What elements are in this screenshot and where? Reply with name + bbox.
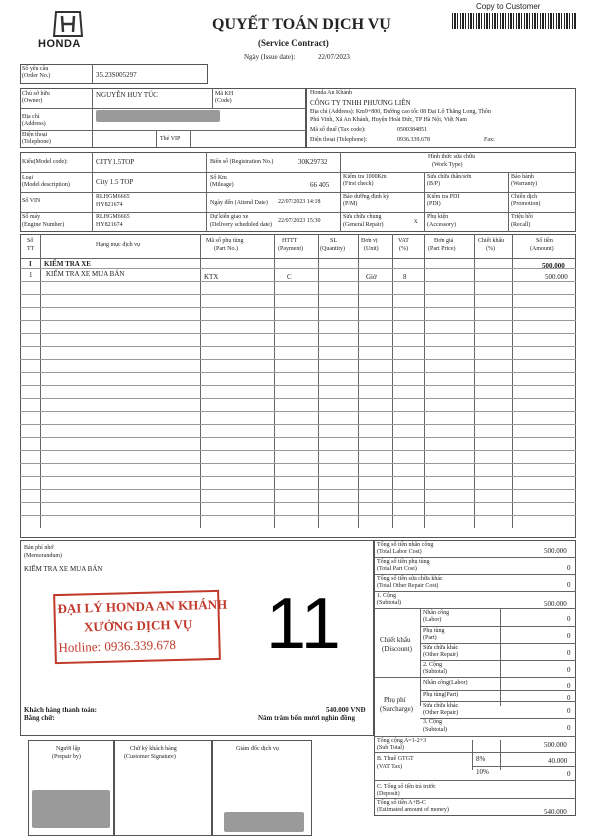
dealer-stamp [53, 590, 228, 664]
row-vat: 8 [403, 273, 407, 281]
dealer-tax-value: 0500384851 [397, 127, 427, 133]
row-amount: 500.000 [545, 273, 568, 281]
memo-label: Bản phí nhớ [24, 545, 54, 551]
items-table [20, 234, 576, 538]
delivery-date-label-en: (Delivery scheduled date) [210, 222, 272, 228]
model-code-label: Kiểu(Model code): [22, 159, 68, 165]
col-discount: Chiết khấu [478, 238, 505, 244]
customer-code-label-en: (Code) [215, 98, 232, 104]
work-type-checked-mark: x [414, 217, 418, 225]
sum-label: Tổng cộng A=1-2+3 [377, 738, 427, 744]
copy-label: Copy to Customer [476, 2, 541, 11]
sum-value: 500.000 [544, 741, 567, 749]
dealer-address-1: Địa chỉ (Address): Km9+800, Đường cao tốc 08 Đại Lộ Thăng Long, Thôn [310, 109, 491, 115]
subtotal-2-label: 2. Cộng [423, 662, 443, 668]
payment-words: Năm trăm bốn mươi nghìn đồng [258, 714, 355, 722]
work-type-promotion: Chiến dịch [511, 194, 538, 200]
group-name: KIỂM TRA XE [44, 260, 91, 268]
redacted-code [96, 110, 220, 122]
discount-labor-label: Nhân công [423, 610, 450, 616]
total-labor-value: 500.000 [544, 547, 567, 555]
dealer-phone-value: 0936.339.678 [397, 137, 430, 143]
order-label-en: (Order No.) [22, 73, 51, 79]
surcharge-label: Phụ phí [384, 696, 406, 704]
group-amount: 500.000 [542, 262, 565, 270]
engine-line-1: RLHGM6665 [96, 214, 130, 220]
attend-date-value: 22/07/2023 14:18 [278, 199, 321, 205]
registration-value: 30K29732 [298, 158, 328, 166]
delivery-date-value: 22/07/2023 15:30 [278, 218, 321, 224]
model-desc-label: Loại [22, 175, 33, 181]
document-title: QUYẾT TOÁN DỊCH VỤ [212, 16, 391, 33]
total-part-value: 0 [567, 564, 571, 572]
redacted-signature-2 [224, 812, 304, 832]
discount-part-label: Phụ tùng [423, 628, 445, 634]
discount-label: Chiết khấu [380, 636, 411, 644]
col-service-item: Hạng mục dịch vụ [96, 242, 141, 248]
redacted-signature-1 [32, 790, 110, 828]
work-type-bp: Sửa chữa thân/sơn [427, 174, 472, 180]
vat-label: B. Thuế GTGT [377, 756, 414, 762]
work-type-pm: Bảo dưỡng định kỳ [343, 194, 390, 200]
payment-value: 540.000 VNĐ [326, 706, 366, 714]
customer-code-label: Mã KH [215, 91, 234, 97]
model-desc-label-en: (Model description) [22, 182, 70, 188]
mileage-label: Số Km [210, 175, 227, 181]
dealer-tax-label: Mã số thuế (Tax code): [310, 127, 366, 133]
work-type-recall: Triệu hồi [511, 214, 533, 220]
signature-director-label: Giám đốc dịch vụ [236, 746, 279, 752]
row-no: 1 [29, 271, 33, 279]
issue-date-label: Ngày (Issue date): [244, 53, 296, 61]
total-other-label: Tổng số tiền sửa chữa khác [377, 576, 443, 582]
surcharge-part-value: 0 [567, 694, 571, 702]
col-payment: HTTT [282, 238, 298, 244]
barcode [452, 13, 576, 29]
vin-line-2: HY821674 [96, 202, 123, 208]
total-part-label: Tổng số tiền phụ tùng [377, 559, 430, 565]
total-labor-label: Tổng số tiền nhân công [377, 542, 434, 548]
subtotal-3-value: 0 [567, 724, 571, 732]
engine-line-2: HY821674 [96, 222, 123, 228]
row-unit: Giờ [366, 273, 377, 281]
engine-label: Số máy [22, 214, 41, 220]
subtotal-1-value: 500.000 [544, 600, 567, 608]
surcharge-labor-value: 0 [567, 682, 571, 690]
signature-prepared-label: Người lập [56, 746, 81, 752]
col-no: Số [27, 238, 34, 244]
payment-words-label: Bằng chữ: [24, 714, 55, 722]
discount-labor-value: 0 [567, 615, 571, 623]
work-type-header-en: (Work Type) [432, 162, 463, 168]
telephone-label: Điện thoại [22, 132, 48, 138]
surcharge-labor-label: Nhân công(Labor) [423, 680, 468, 686]
order-number: 35.23S005297 [96, 71, 137, 79]
model-desc: City 1.5 TOP [96, 178, 134, 186]
col-amount: Số tiền [536, 238, 553, 244]
owner-label: Chủ sở hữu [22, 91, 50, 97]
subtotal-2-value: 0 [567, 666, 571, 674]
row-payment: C [287, 273, 292, 281]
order-label: Số yêu cầu [22, 66, 49, 72]
dealer-fax-label: Fax: [484, 137, 495, 143]
surcharge-other-value: 0 [567, 707, 571, 715]
work-type-pdi: Kiểm tra PDI [427, 194, 460, 200]
work-type-warranty: Bảo hành [511, 174, 534, 180]
stamp-line-3: Hotline: 0936.339.678 [58, 636, 177, 656]
row-service: KIỂM TRA XE MUA BÁN [46, 270, 125, 278]
honda-logo [36, 10, 100, 50]
vin-line-1: RLHGM6665 [96, 194, 130, 200]
col-vat: VAT [398, 238, 409, 244]
subtotal-1-label: 1. Cộng [377, 593, 397, 599]
discount-other-value: 0 [567, 649, 571, 657]
work-type-accessory: Phụ kiện [427, 214, 449, 220]
dealer-name: Honda An Khánh [310, 90, 352, 96]
dealer-address-2: Phú Vinh, Xã An Khánh, Huyện Hoài Đức, TP Hà Nội, Việt Nam [310, 117, 467, 123]
deposit-label: C. Tổng số tiền trả trước [377, 784, 436, 790]
owner-name: NGUYỄN HUY TÚC [96, 91, 158, 99]
group-no: I [29, 260, 32, 268]
issue-date: 22/07/2023 [318, 53, 350, 61]
surcharge-part-label: Phụ tùng(Part) [423, 692, 459, 698]
total-other-value: 0 [567, 581, 571, 589]
work-type-general-repair: Sửa chữa chung [343, 214, 382, 220]
owner-label-en: (Owner) [22, 98, 43, 104]
col-part-no: Mã số phụ tùng [206, 238, 244, 244]
work-type-header: Hình thức sửa chữa [428, 154, 475, 160]
engine-label-en: (Engine Number) [22, 222, 65, 228]
col-unit: Đơn vị [361, 238, 378, 244]
dealer-phone-label: Điện thoại (Telephone): [310, 137, 368, 143]
memo-text: KIỂM TRA XE MUA BÁN [24, 565, 103, 573]
work-type-first-check: Kiểm tra 1000Km [343, 174, 387, 180]
signature-customer-label: Chữ ký khách hàng [130, 746, 177, 752]
document-subtitle: (Service Contract) [258, 38, 329, 48]
big-number: 11 [266, 584, 341, 664]
attend-date-label: Ngày đến (Attend Date) [210, 200, 268, 206]
registration-label: Biển số (Registration No.) [210, 159, 274, 165]
address-label-en: (Address) [22, 121, 46, 127]
stamp-line-1: ĐẠI LÝ HONDA AN KHÁNH [57, 596, 228, 617]
vin-label: Số VIN [22, 198, 41, 204]
mileage-value: 66 405 [310, 181, 330, 189]
vip-label: Thẻ VIP [160, 136, 181, 142]
surcharge-other-label: Sửa chữa khác [423, 703, 459, 709]
mileage-label-en: (Mileage) [210, 182, 234, 188]
telephone-label-en: (Telephone) [22, 139, 51, 145]
logo-text: HONDA [38, 38, 81, 50]
delivery-date-label: Dự kiến giao xe [210, 214, 249, 220]
grand-total-value: 540.000 [544, 808, 567, 816]
row-part: KTX [204, 273, 219, 281]
col-part-price: Đơn giá [434, 238, 454, 244]
payment-label: Khách hàng thanh toán: [24, 706, 97, 714]
dealer-company: CÔNG TY TNHH PHƯƠNG LIÊN [310, 99, 411, 107]
stamp-line-2: XƯỞNG DỊCH VỤ [83, 616, 193, 635]
vat-rate-1: 8% [476, 755, 486, 763]
memo-label-en: (Memorandum) [24, 553, 62, 559]
vat-value-2: 0 [567, 770, 571, 778]
vat-value-1: 40.000 [548, 757, 568, 765]
discount-other-label: Sửa chữa khác [423, 645, 459, 651]
col-quantity: SL [330, 238, 338, 244]
discount-part-value: 0 [567, 632, 571, 640]
subtotal-3-label: 3. Cộng [423, 719, 443, 725]
grand-total-label: Tổng số tiền A+B-C [377, 800, 426, 806]
vat-rate-2: 10% [476, 768, 489, 776]
address-label: Địa chỉ [22, 114, 40, 120]
model-code: CITY1.5TOP [96, 158, 135, 166]
